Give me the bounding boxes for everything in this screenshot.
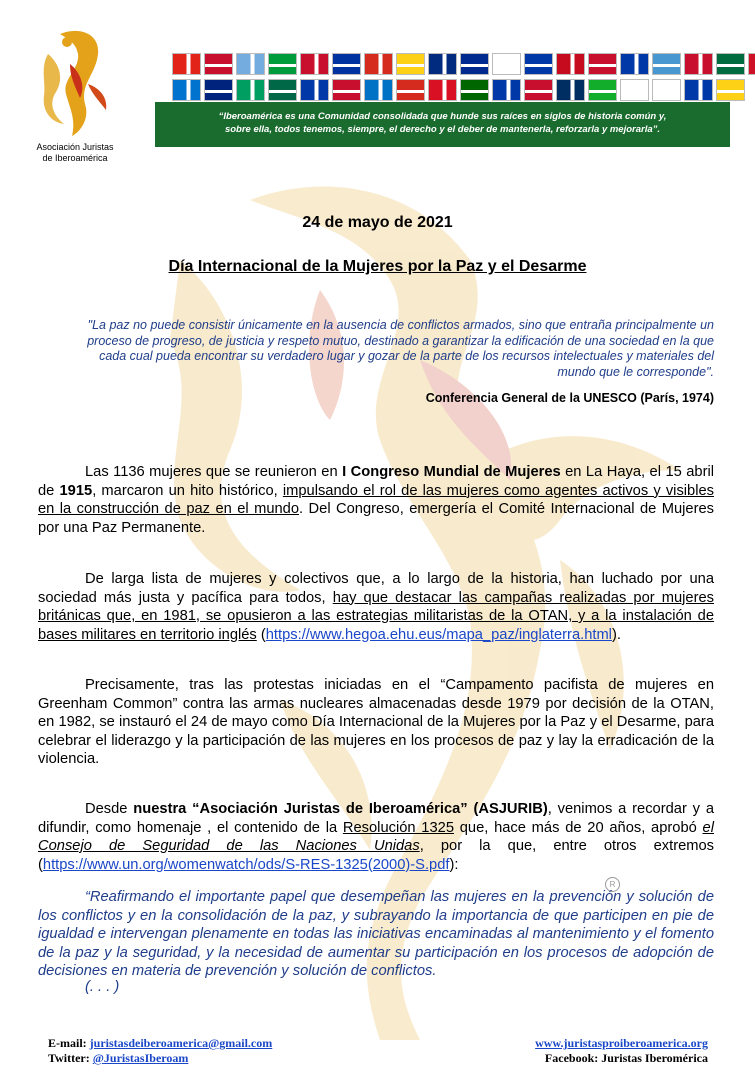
flag-icon xyxy=(684,79,713,101)
flag-icon xyxy=(460,79,489,101)
p4-text: ): xyxy=(449,856,459,873)
p4-text: , venimos a recordar y a difundir, como homenaje , el contenido de la xyxy=(38,801,715,836)
flags-banner xyxy=(155,45,730,147)
flag-icon xyxy=(748,53,755,75)
registered-mark-icon: R xyxy=(605,877,620,892)
flag-icon xyxy=(428,79,457,101)
flag-icon xyxy=(300,53,329,75)
flag-icon xyxy=(620,53,649,75)
flag-icon xyxy=(268,53,297,75)
p1-congress: I Congreso Mundial de Mujeres xyxy=(342,464,561,480)
flags-row-1 xyxy=(172,53,732,77)
p4-text: que, hace más de 20 años, aprobó xyxy=(453,819,703,836)
flag-icon xyxy=(652,53,681,75)
flag-icon xyxy=(588,79,617,101)
p2-text: ( xyxy=(256,626,266,643)
quote-line: mundo que le corresponde". xyxy=(557,364,714,379)
flag-icon xyxy=(588,53,617,75)
flag-icon xyxy=(300,79,329,101)
association-logo xyxy=(20,24,130,174)
email-label: E-mail: xyxy=(48,1036,90,1050)
quote-line: cada cual pueda encontrar su verdadero lugar y gozar de la parte de los recursos intelectuales y materiales del xyxy=(99,349,714,363)
flag-icon xyxy=(332,53,361,75)
flag-icon xyxy=(236,79,265,101)
p4-text: Desde xyxy=(85,801,134,817)
website-link[interactable]: www.juristasproiberoamerica.org xyxy=(535,1036,708,1050)
epigraph-quote xyxy=(58,318,714,380)
flag-icon xyxy=(524,79,553,101)
paragraph-1 xyxy=(38,463,714,537)
resolution-quote: “Reafirmando el importante papel que desempeñan las mujeres en la prevención y solución de los conflictos y en la consolidación de la paz, y subrayando la importancia de que participen en pie de igualdad e intervengan plenamente en todas las iniciativas encaminadas al mantenimiento y el fomento de la paz y la seguridad, y la necesidad de aumentar su participación en los procesos de adopción de decisiones en materia de prevención y solución de conflictos. xyxy=(38,889,714,979)
flag-icon xyxy=(716,53,745,75)
flag-icon xyxy=(556,79,585,101)
flag-icon xyxy=(236,53,265,75)
p2-text: ). xyxy=(611,626,621,643)
banner-motto xyxy=(155,102,730,147)
flag-icon xyxy=(684,53,713,75)
flag-icon xyxy=(332,79,361,101)
flag-icon xyxy=(556,53,585,75)
paragraph-4 xyxy=(38,800,714,874)
twitter-label: Twitter: xyxy=(48,1051,93,1065)
quote-line: "La paz no puede consistir únicamente en la ausencia de conflictos armados, sino que entraña principalmente un xyxy=(87,318,714,332)
p4-resolution: Resolución 1325 xyxy=(342,819,454,836)
facebook-label: Facebook: Juristas Iberomérica xyxy=(544,1051,708,1065)
quote-source: Conferencia General de la UNESCO (París, 1974) xyxy=(425,391,714,405)
flag-icon xyxy=(204,53,233,75)
paragraph-2 xyxy=(38,570,714,644)
p1-highlight: impulsando el rol de las mujeres como agentes activos y visibles en la construcción de paz en el mundo xyxy=(38,482,714,517)
flag-icon xyxy=(364,53,393,75)
flag-icon xyxy=(364,79,393,101)
flag-icon xyxy=(652,79,681,101)
un-resolution-link[interactable]: https://www.un.org/womenwatch/ods/S-RES-1325(2000)-S.pdf xyxy=(42,856,450,873)
footer-right xyxy=(535,1036,708,1066)
flag-icon xyxy=(396,53,425,75)
banner-motto-line2: sobre ella, todos tenemos, siempre, el derecho y el deber de mantenerla, reforzarla y mejorarla”. xyxy=(224,124,661,135)
document-date: 24 de mayo de 2021 xyxy=(302,214,453,231)
p1-text: Las 1136 mujeres que se reunieron en xyxy=(85,464,343,480)
email-link[interactable]: juristasdeiberoamerica@gmail.com xyxy=(89,1036,273,1050)
logo-caption-line1: Asociación Juristas xyxy=(36,142,114,152)
quote-line: proceso de progreso, de justicia y respeto mutuo, destinado a garantizar la edificación de una sociedad en la que xyxy=(87,333,714,348)
flag-icon xyxy=(460,53,489,75)
hegoa-link[interactable]: https://www.hegoa.ehu.eus/mapa_paz/inglaterra.html xyxy=(265,626,612,643)
p4-text: , por la que, entre otros extremos ( xyxy=(38,838,715,873)
p1-text: , marcaron un hito histórico, xyxy=(92,482,283,499)
flag-icon xyxy=(172,79,201,101)
paragraph-3: Precisamente, tras las protestas iniciadas en el “Campamento pacifista de mujeres en Greenham Common” contra las armas nucleares almacenadas desde 1979 por decisión de la OTAN, en 1982, se instauró el 24 de mayo como Día Internacional de la Mujeres por la Paz y el Desarme, para celebrar el liderazgo y la participación de las mujeres en los procesos de paz y lay la erradicación de la violencia. xyxy=(38,677,714,767)
logo-caption-line2: de Iberoamérica xyxy=(42,153,108,163)
flag-icon xyxy=(268,79,297,101)
flag-icon xyxy=(172,53,201,75)
logo-figure-icon xyxy=(20,24,130,139)
flag-icon xyxy=(492,53,521,75)
flag-icon xyxy=(492,79,521,101)
flag-icon xyxy=(620,79,649,101)
flag-icon xyxy=(716,79,745,101)
p1-year: 1915 xyxy=(59,482,93,499)
p4-association: nuestra “Asociación Juristas de Iberoamérica” (ASJURIB) xyxy=(133,801,548,817)
banner-motto-line1: “Iberoamérica es una Comunidad consolidada que hunde sus raíces en siglos de historia común y, xyxy=(218,111,667,122)
flag-icon xyxy=(428,53,457,75)
flag-icon xyxy=(524,53,553,75)
p2-highlight: hay que destacar las campañas realizadas por mujeres británicas que, en 1981, se opusieron a las estrategias militaristas de la OTAN, y a la instalación de bases militares en territorio inglés xyxy=(38,589,714,643)
flag-icon xyxy=(204,79,233,101)
p4-council: el Consejo de Seguridad de las Naciones Unidas xyxy=(38,819,714,854)
footer-left xyxy=(48,1036,272,1066)
p1-text: en La Haya, el 15 abril de xyxy=(38,464,714,499)
flag-icon xyxy=(396,79,425,101)
document-title: Día Internacional de la Mujeres por la Paz y el Desarme xyxy=(168,258,587,275)
ellipsis: (. . . ) xyxy=(85,979,120,995)
p2-text: De larga lista de mujeres y colectivos que, a lo largo de la historia, han luchado por una sociedad más justa y pacífica para todos, xyxy=(38,571,714,606)
flags-row-2 xyxy=(172,79,732,103)
twitter-link[interactable]: @JuristasIberoam xyxy=(92,1051,189,1065)
p1-text: . Del Congreso, emergería el Comité Internacional de Mujeres por una Paz Permanente. xyxy=(38,501,714,536)
